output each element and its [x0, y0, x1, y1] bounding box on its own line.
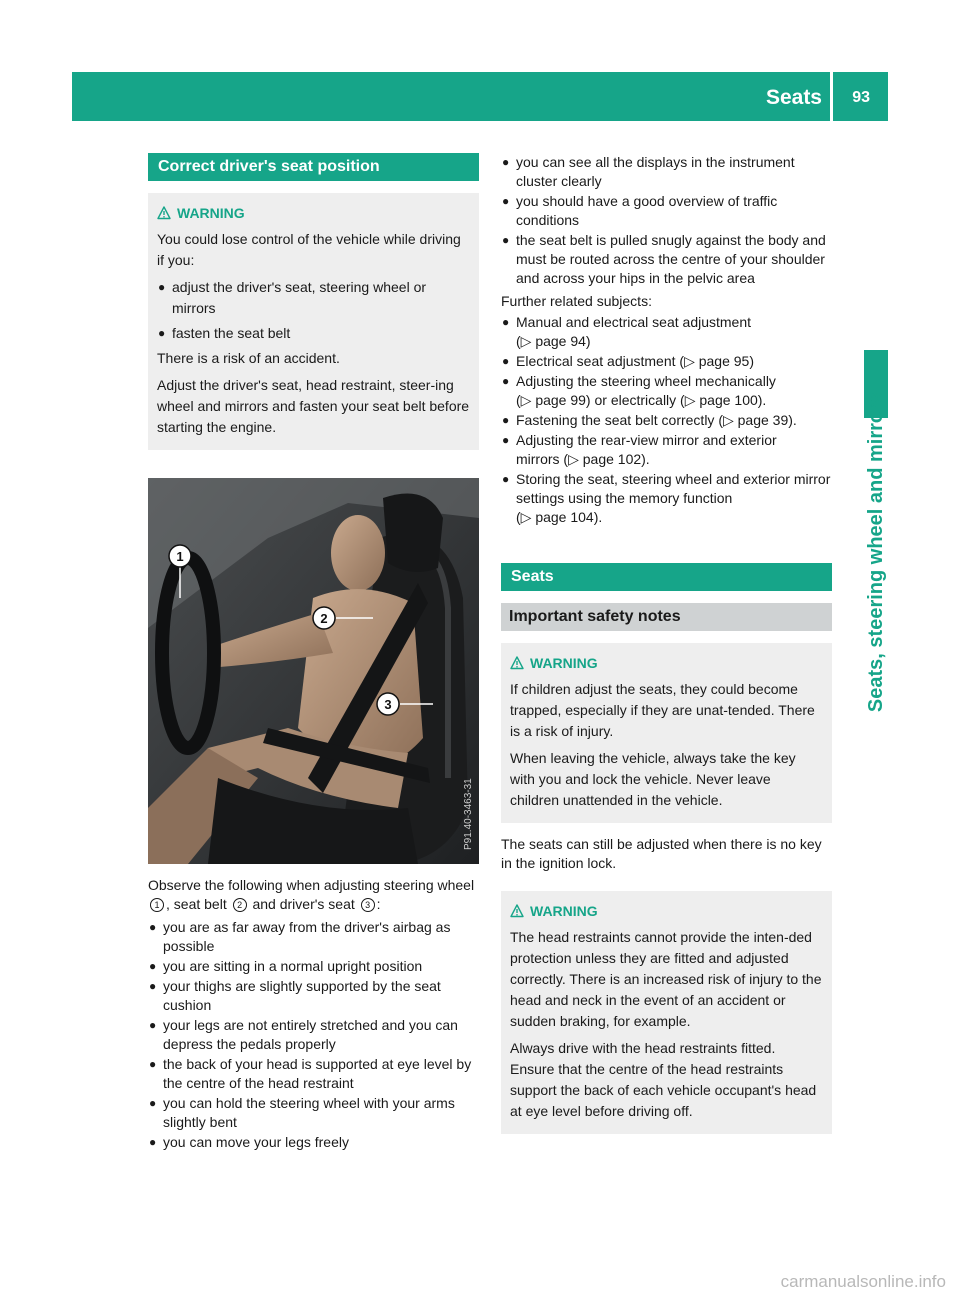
warning-box-children — [501, 643, 832, 823]
related-link[interactable]: ● Electrical seat adjustment (▷ page 95) — [502, 353, 754, 369]
callout-badge-3: 3 — [361, 898, 375, 912]
warning-intro: You could lose control of the vehicle while driving if you: — [157, 231, 461, 268]
related-link[interactable]: ● Adjusting the rear-view mirror and exterior mirrors (▷ page 102). — [502, 432, 777, 467]
warning-action: Adjust the driver's seat, head restraint, steer-ing wheel and mirrors and fasten your seat belt before starting the engine. — [157, 377, 470, 435]
warning-title: WARNING — [510, 653, 823, 673]
list-item: ● you can move your legs freely — [149, 1134, 349, 1150]
driver-illustration — [148, 478, 479, 864]
warning-box-control — [148, 193, 479, 450]
callout-badge-1: 1 — [150, 898, 164, 912]
warning-text: Always drive with the head restraints fitted. Ensure that the centre of the head restraints support the back of each vehicle occupant's head at eye level before driving off. — [510, 1040, 817, 1119]
left-column — [148, 153, 479, 1156]
warning-title: WARNING — [510, 901, 823, 921]
warning-text: When leaving the vehicle, always take the key with you and lock the vehicle. Never leave children unattended in the vehicle. — [510, 750, 796, 808]
section-heading-seats: Seats — [501, 563, 832, 591]
warning-box-head-restraints — [501, 891, 832, 1134]
caption — [148, 876, 479, 1152]
related-link[interactable]: ● Fastening the seat belt correctly (▷ page 39). — [502, 412, 797, 428]
warning-triangle-icon — [157, 206, 171, 220]
related-link[interactable]: ● Adjusting the steering wheel mechanically (▷ page 99) or electrically (▷ page 100). — [502, 373, 776, 408]
warning-risk: There is a risk of an accident. — [157, 350, 340, 366]
warning-triangle-icon — [510, 904, 524, 918]
list-item: ● your legs are not entirely stretched and you can depress the pedals properly — [149, 1017, 458, 1052]
section-heading-driver-seat: Correct driver's seat position — [148, 153, 479, 181]
related-link[interactable]: ● Storing the seat, steering wheel and exterior mirror settings using the memory function (▷ page 104). — [502, 471, 831, 525]
warning-triangle-icon — [510, 656, 524, 670]
page-number: 93 — [852, 89, 870, 106]
svg-text:2: 2 — [320, 611, 328, 626]
callout-1 — [169, 545, 191, 567]
header-divider — [830, 72, 833, 121]
callout-2 — [313, 607, 335, 629]
header-bar — [72, 72, 888, 121]
list-item: ● the back of your head is supported at eye level by the centre of the head restraint — [149, 1056, 472, 1091]
footer-watermark: carmanualsonline.info — [780, 1272, 946, 1291]
warning-text: If children adjust the seats, they could become trapped, especially if they are unat-tended. There is a risk of injury. — [510, 681, 815, 739]
callout-badge-2: 2 — [233, 898, 247, 912]
callout-3 — [377, 693, 399, 715]
ignition-note: The seats can still be adjusted when there is no key in the ignition lock. — [501, 836, 822, 871]
list-item: ● fasten the seat belt — [158, 325, 291, 341]
warning-text: The head restraints cannot provide the inten-ded protection unless they are fitted and adjusted correctly. There is an increased risk of injury to the head and neck in the event of an accident or sudden braking, for example. — [510, 929, 822, 1029]
figure-code: P91.40-3463-31 — [463, 778, 474, 850]
warning-list — [157, 277, 470, 344]
right-column — [501, 153, 832, 1134]
related-link[interactable]: ● Manual and electrical seat adjustment (▷ page 94) — [502, 314, 752, 349]
seat-checklist — [148, 918, 479, 1152]
warning-title: WARNING — [157, 203, 470, 223]
list-item: ● adjust the driver's seat, steering wheel or mirrors — [158, 279, 427, 316]
list-item: ● you should have a good overview of traffic conditions — [502, 193, 778, 228]
header-section-title: Seats — [765, 86, 822, 109]
side-chapter-title: Seats, steering wheel and mirrors — [865, 391, 887, 713]
list-item: ● the seat belt is pulled snugly against the body and must be routed across the centre of your shoulder and across your hips in the pelvic area — [502, 232, 826, 286]
related-subjects-list — [501, 313, 832, 527]
list-item: ● you can see all the displays in the instrument cluster clearly — [502, 154, 795, 189]
related-subjects-label: Further related subjects: — [501, 293, 652, 309]
caption-text: Observe the following when adjusting steering wheel 1 , seat belt 2 and driver's seat 3 : — [148, 877, 475, 912]
svg-text:1: 1 — [176, 549, 184, 564]
list-item: ● you are as far away from the driver's airbag as possible — [149, 919, 451, 954]
svg-text:3: 3 — [384, 697, 392, 712]
list-item: ● you are sitting in a normal upright position — [149, 958, 423, 974]
seat-checklist-continued — [501, 153, 832, 288]
list-item: ● you can hold the steering wheel with your arms slightly bent — [149, 1095, 455, 1130]
sub-heading-safety-notes: Important safety notes — [501, 603, 832, 631]
driver-seat-photo — [148, 478, 479, 864]
list-item: ● your thighs are slightly supported by the seat cushion — [149, 978, 441, 1013]
